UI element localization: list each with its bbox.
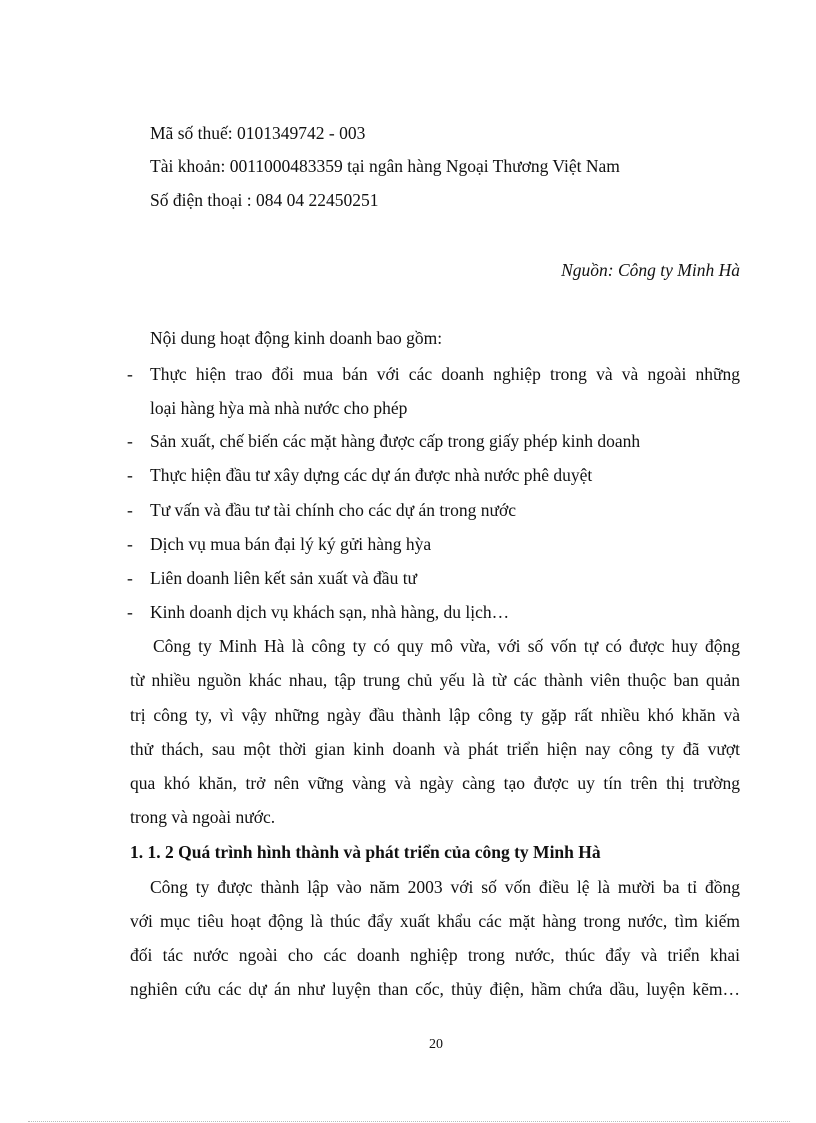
section-heading: 1. 1. 2 Quá trình hình thành và phát triển của công ty Minh Hà xyxy=(130,842,601,862)
bullet-dash: - xyxy=(127,364,133,384)
bullet-dash: - xyxy=(127,602,133,622)
paragraph-1-line-5: qua khó khăn, trở nên vững vàng và ngày càng tạo được uy tín trên thị trường xyxy=(130,773,740,793)
tax-code: Mã số thuế: 0101349742 - 003 xyxy=(150,123,366,143)
bullet-dash: - xyxy=(127,568,133,588)
paragraph-2-line-1: Công ty được thành lập vào năm 2003 với số vốn điều lệ là mười ba tỉ đồng xyxy=(150,877,740,897)
activities-intro: Nội dung hoạt động kinh doanh bao gồm: xyxy=(150,328,443,348)
paragraph-2-line-3: đối tác nước ngoài cho các doanh nghiệp trong nước, thúc đẩy và triển khai xyxy=(130,945,740,965)
bullet-dash: - xyxy=(127,534,133,554)
paragraph-1-line-2: từ nhiều nguồn khác nhau, tập trung chủ yếu là từ các thành viên thuộc ban quản xyxy=(130,670,740,690)
paragraph-1-line-1: Công ty Minh Hà là công ty có quy mô vừa, với số vốn tự có được huy động xyxy=(153,636,740,656)
activity-item-2: Sản xuất, chế biến các mặt hàng được cấp trong giấy phép kinh doanh xyxy=(150,431,641,451)
bullet-dash: - xyxy=(127,465,133,485)
activity-item-1-cont: loại hàng hỳa mà nhà nước cho phép xyxy=(150,398,408,418)
bank-account: Tài khoản: 0011000483359 tại ngân hàng Ngoại Thương Việt Nam xyxy=(150,156,620,176)
paragraph-2-line-4: nghiên cứu các dự án như luyện than cốc, thủy điện, hầm chứa dầu, luyện kẽm… xyxy=(130,979,740,999)
activity-item-7: Kinh doanh dịch vụ khách sạn, nhà hàng, du lịch… xyxy=(150,602,510,622)
paragraph-2-line-2: với mục tiêu hoạt động là thúc đẩy xuất khẩu các mặt hàng trong nước, tìm kiếm xyxy=(130,911,740,931)
page-number: 20 xyxy=(429,1037,443,1052)
paragraph-1-line-3: trị công ty, vì vậy những ngày đầu thành lập công ty gặp rất nhiều khó khăn và xyxy=(130,705,740,725)
source-note: Nguồn: Công ty Minh Hà xyxy=(561,260,740,280)
activity-item-3: Thực hiện đầu tư xây dựng các dự án được nhà nước phê duyệt xyxy=(150,465,593,485)
activity-item-1: Thực hiện trao đổi mua bán với các doanh nghiệp trong và và ngoài những xyxy=(150,364,740,384)
page-bottom-divider xyxy=(28,1121,790,1122)
paragraph-1-line-6: trong và ngoài nước. xyxy=(130,807,276,827)
activity-item-6: Liên doanh liên kết sản xuất và đầu tư xyxy=(150,568,418,588)
phone-number: Số điện thoại : 084 04 22450251 xyxy=(150,190,379,210)
activity-item-5: Dịch vụ mua bán đại lý ký gửi hàng hỳa xyxy=(150,534,432,554)
activity-item-4: Tư vấn và đầu tư tài chính cho các dự án trong nước xyxy=(150,500,516,520)
bullet-dash: - xyxy=(127,500,133,520)
paragraph-1-line-4: thử thách, sau một thời gian kinh doanh và phát triển hiện nay công ty đã vượt xyxy=(130,739,740,759)
bullet-dash: - xyxy=(127,431,133,451)
